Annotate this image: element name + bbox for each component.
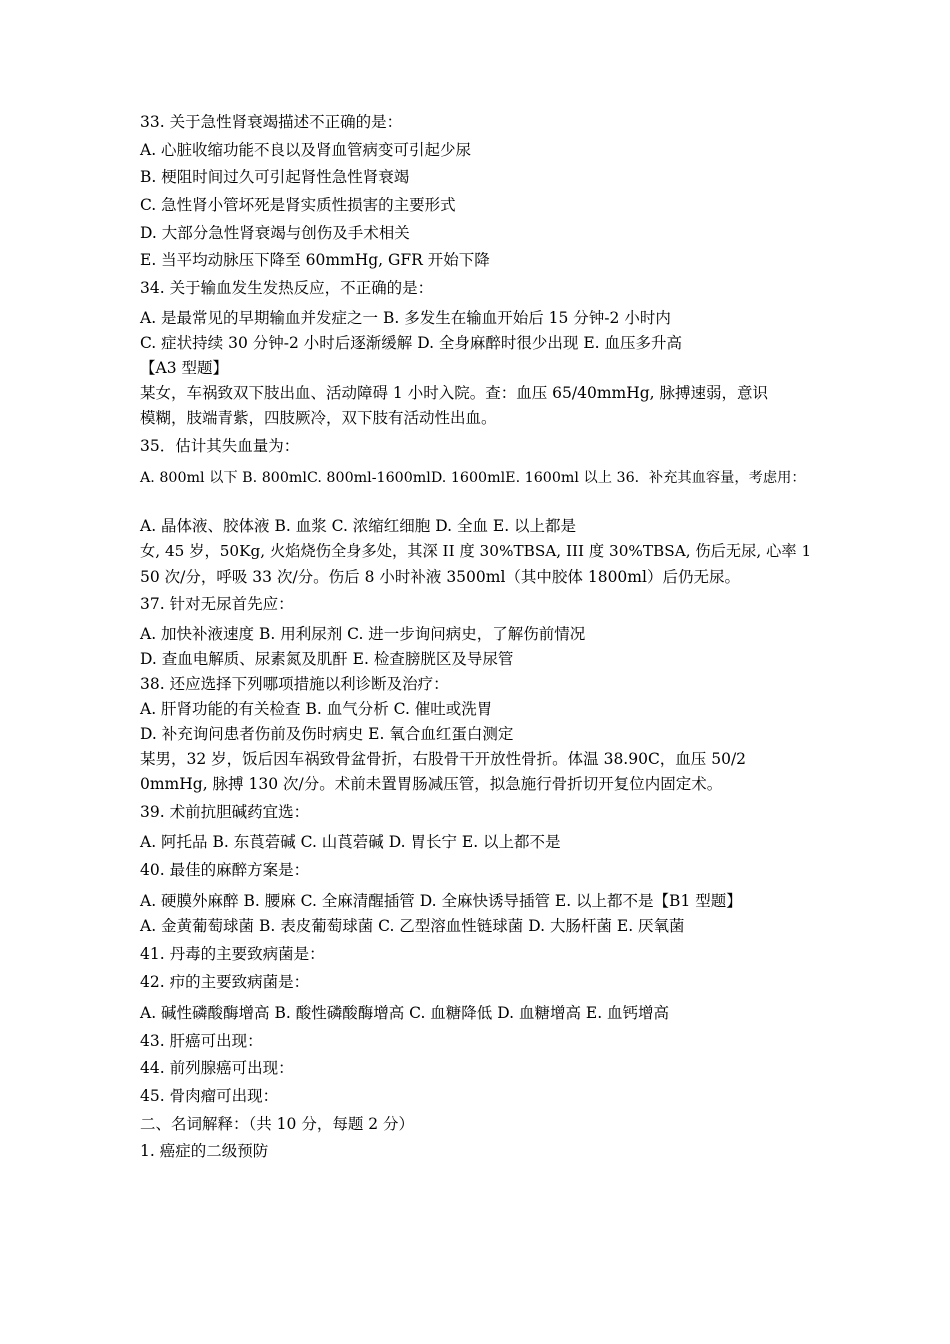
question-38-options-line-1: A. 肝肾功能的有关检查 B. 血气分析 C. 催吐或洗胃 — [140, 700, 493, 718]
case-1-text-line-1: 某女，车祸致双下肢出血、活动障碍 1 小时入院。查：血压 65/40mmHg, 脉搏速弱，意识 — [140, 384, 769, 402]
question-37-stem: 37. 针对无尿首先应： — [140, 595, 294, 613]
case-2-text-line-1: 女, 45 岁，50Kg, 火焰烧伤全身多处，其深 II 度 30%TBSA, III 度 30%TBSA, 伤后无尿, 心率 1 — [140, 542, 812, 560]
question-34-options-line-2: C. 症状持续 30 分钟-2 小时后逐渐缓解 D. 全身麻醉时很少出现 E. 血压多升高 — [140, 334, 683, 352]
question-41-stem: 41. 丹毒的主要致病菌是： — [140, 945, 325, 963]
question-39-stem: 39. 术前抗胆碱药宜选： — [140, 803, 310, 821]
b1-shared-options-1: A. 金黄葡萄球菌 B. 表皮葡萄球菌 C. 乙型溶血性链球菌 D. 大肠杆菌 E. 厌氧菌 — [140, 917, 685, 935]
section-heading-a3: 【A3 型题】 — [140, 359, 228, 377]
section-heading-terms: 二、名词解释：（共 10 分，每题 2 分） — [140, 1115, 415, 1133]
case-1-text-line-2: 模糊，肢端青紫，四肢厥冷，双下肢有活动性出血。 — [140, 409, 497, 427]
question-35-stem: 35．估计其失血量为： — [140, 437, 300, 455]
question-44-stem: 44. 前列腺癌可出现： — [140, 1059, 294, 1077]
question-38-stem: 38. 还应选择下列哪项措施以利诊断及治疗： — [140, 675, 449, 693]
question-38-options-line-2: D. 补充询问患者伤前及伤时病史 E. 氧合血红蛋白测定 — [140, 725, 514, 743]
case-2-text-line-2: 50 次/分，呼吸 33 次/分。伤后 8 小时补液 3500ml（其中胶体 1800ml）后仍无尿。 — [140, 568, 740, 586]
question-33-option-b: B. 梗阻时间过久可引起肾性急性肾衰竭 — [140, 168, 410, 186]
question-40-stem: 40. 最佳的麻醉方案是： — [140, 861, 310, 879]
b1-shared-options-2: A. 碱性磷酸酶增高 B. 酸性磷酸酶增高 C. 血糖降低 D. 血糖增高 E. 血钙增高 — [140, 1004, 670, 1022]
question-42-stem: 42. 疖的主要致病菌是： — [140, 973, 310, 991]
question-37-options-line-2: D. 查血电解质、尿素氮及肌酐 E. 检查膀胱区及导尿管 — [140, 650, 514, 668]
question-34-options-line-1: A. 是最常见的早期输血并发症之一 B. 多发生在输血开始后 15 分钟-2 小时内 — [140, 309, 671, 327]
question-33-option-c: C. 急性肾小管坏死是肾实质性损害的主要形式 — [140, 196, 456, 214]
question-33-option-e: E. 当平均动脉压下降至 60mmHg, GFR 开始下降 — [140, 251, 490, 269]
question-36-options: A. 晶体液、胶体液 B. 血浆 C. 浓缩红细胞 D. 全血 E. 以上都是 — [140, 517, 577, 535]
question-33-option-d: D. 大部分急性肾衰竭与创伤及手术相关 — [140, 224, 410, 242]
question-33-stem: 33. 关于急性肾衰竭描述不正确的是： — [140, 113, 403, 131]
case-3-text-line-2: 0mmHg, 脉搏 130 次/分。术前未置胃肠减压管，拟急施行骨折切开复位内固定术。 — [140, 775, 723, 793]
question-33-option-a: A. 心脏收缩功能不良以及肾血管病变可引起少尿 — [140, 141, 472, 159]
question-37-options-line-1: A. 加快补液速度 B. 用利尿剂 C. 进一步询问病史，了解伤前情况 — [140, 625, 586, 643]
question-34-stem: 34. 关于输血发生发热反应，不正确的是： — [140, 279, 434, 297]
case-3-text-line-1: 某男，32 岁，饭后因车祸致骨盆骨折，右股骨干开放性骨折。体温 38.90C，血压 50/2 — [140, 750, 747, 768]
question-43-stem: 43. 肝癌可出现： — [140, 1032, 263, 1050]
question-40-options: A. 硬膜外麻醉 B. 腰麻 C. 全麻清醒插管 D. 全麻快诱导插管 E. 以上都不是【B1 型题】 — [140, 892, 742, 910]
term-1: 1. 癌症的二级预防 — [140, 1142, 269, 1160]
question-35-options: A. 800ml 以下 B. 800mlC. 800ml-1600mlD. 1600mlE. 1600ml 以上 36．补充其血容量，考虑用： — [140, 470, 806, 486]
question-45-stem: 45. 骨肉瘤可出现： — [140, 1087, 279, 1105]
question-39-options: A. 阿托品 B. 东莨菪碱 C. 山莨菪碱 D. 胃长宁 E. 以上都不是 — [140, 833, 561, 851]
